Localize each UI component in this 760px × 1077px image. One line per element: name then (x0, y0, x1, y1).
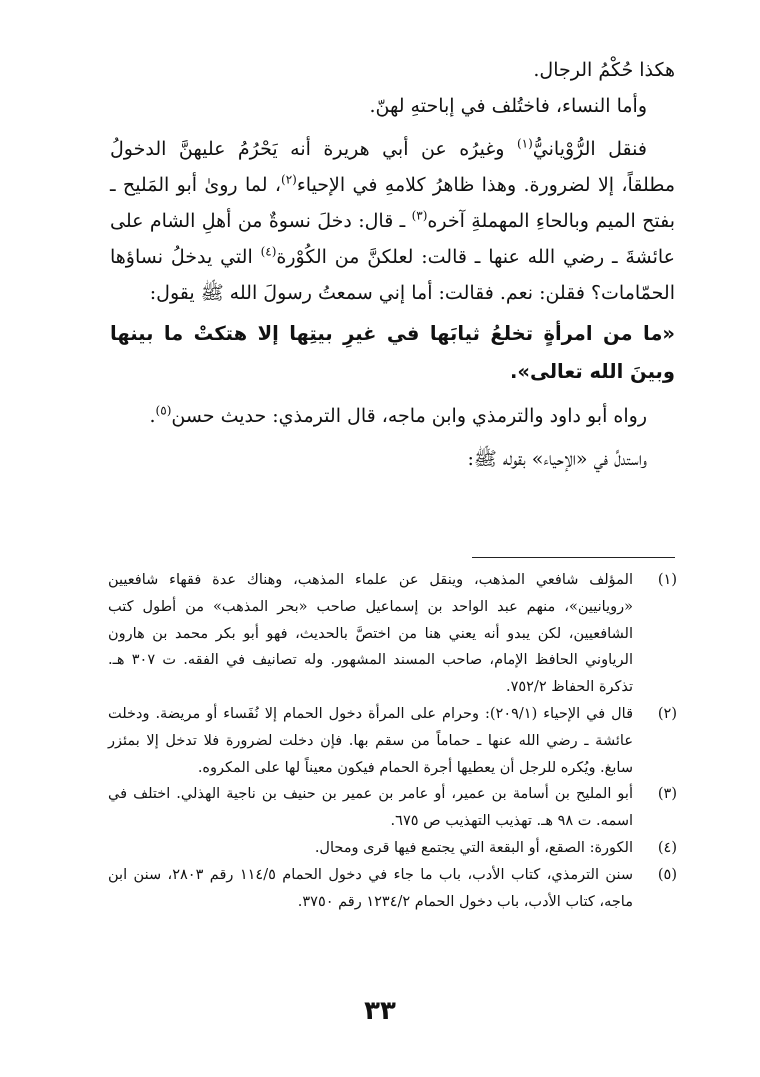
footnote-5 (108, 862, 677, 916)
text-line-2: وأما النساء، فاختُلف في إباحتهِ لهنّ. (369, 95, 647, 117)
main-text (110, 52, 675, 477)
footnote-ref-2[interactable]: (٢) (281, 172, 297, 187)
paragraph-part: رواه أبو داود والترمذي وابن ماجه، قال الترمذي: حديث حسن (171, 405, 647, 427)
footnotes-section (108, 567, 677, 915)
footnote-4 (108, 835, 677, 862)
text-line-6: واستدلَّ في «الإحياء» بقوله ﷺ: (467, 448, 647, 470)
paragraph-part: . (149, 405, 156, 427)
footnote-1 (108, 567, 677, 701)
footnote-3 (108, 781, 677, 835)
paragraph-narration (110, 398, 675, 434)
footnote-ref-5[interactable]: (٥) (155, 403, 172, 418)
footnote-ref-1[interactable]: (١) (516, 136, 533, 151)
footnote-text: سنن الترمذي، كتاب الأدب، باب ما جاء في دخول الحمام ١١٤/٥ رقم ٢٨٠٣، سنن ابن ماجه، كتاب الأدب، باب دخول الحمام ١٢٣٤/٢ رقم ٣٧٥٠. (108, 866, 633, 910)
paragraph-part: ـ قال: دخلَ نسوةٌ من أهلِ الشام على عائشةَ ـ رضي الله عنها ـ قالت: لعلكنَّ من الكُوْرة (110, 210, 675, 268)
footnote-text: الكورة: الصقع، أو البقعة التي يجتمع فيها قرى ومحال. (314, 839, 633, 856)
footnote-text: قال في الإحياء (٢٠٩/١): وحرام على المرأة دخول الحمام إلا نُفَساء أو مريضة. ودخلت عائشة ـ رضي الله عنها ـ حماماً من سقم بها. فإن دخلت لضرورة فلا تدخل إلا بمئزر سابغ. ويُكره للرجل أن يعطيها أجرة الحمام فيكون معيناً لها على المكروه. (108, 705, 633, 776)
paragraph-part: فنقل الرُّوْيانيُّ (532, 138, 647, 160)
footnote-ref-3[interactable]: (٣) (411, 208, 428, 223)
paragraph-part: وغيرُه عن أبي هريرة أنه يَحْرُمُ عليهنَّ الدخولُ مطلقاً، إلا لضرورة. وهذا ظاهرُ كلامهِ في الإحياء (110, 138, 675, 196)
footnote-text: المؤلف شافعي المذهب، وينقل عن علماء المذهب، وهناك عدة فقهاء شافعيين «رويانيين»، منهم عبد الواحد بن إسماعيل صاحب «بحر المذهب» من أطول كتب الشافعيين، لكن يبدو أنه يعني هنا من اختصَّ بالحديث، فهو أبو بكر محمد بن هارون الرياوني الحافظ الإمام، صاحب المسند المشهور. وله تصانيف في الفقه. ت ٣٠٧ هـ. تذكرة الحفاظ ٧٥٢/٢. (108, 572, 634, 696)
footnote-divider (472, 557, 675, 558)
footnote-number: (٥) (657, 866, 677, 883)
paragraph-part: ، لما روىٰ أبو المَليح ـ بفتح الميم وبالحاءِ المهملةِ آخره (110, 174, 675, 232)
footnote-number: (٢) (657, 705, 677, 722)
footnote-number: (١) (657, 572, 677, 588)
page-number: ٣٣ (364, 996, 396, 1026)
paragraph-ruyani (110, 131, 675, 311)
hadith-quote: «ما من امرأةٍ تخلعُ ثيابَها في غيرِ بيتِها إلا هتكتْ ما بينها وبينَ الله تعالى». (110, 322, 675, 383)
text-line-1: هكذا حُكْمُ الرجال. (533, 59, 675, 81)
footnote-ref-4[interactable]: (٤) (260, 244, 277, 259)
footnote-2 (108, 701, 677, 781)
footnote-text: أبو المليح بن أسامة بن عمير، أو عامر بن عمير بن حنيف بن ناجية الهذلي. اختلف في اسمه. ت ٩٨ هـ. تهذيب التهذيب ص ٦٧٥. (108, 786, 633, 830)
paragraph-part: التي يدخلُ نساؤها الحمّامات؟ فقلن: نعم. فقالت: أما إني سمعتُ رسولَ الله ﷺ يقول: (110, 246, 675, 304)
footnote-number: (٣) (657, 786, 677, 803)
footnote-number: (٤) (657, 839, 677, 856)
